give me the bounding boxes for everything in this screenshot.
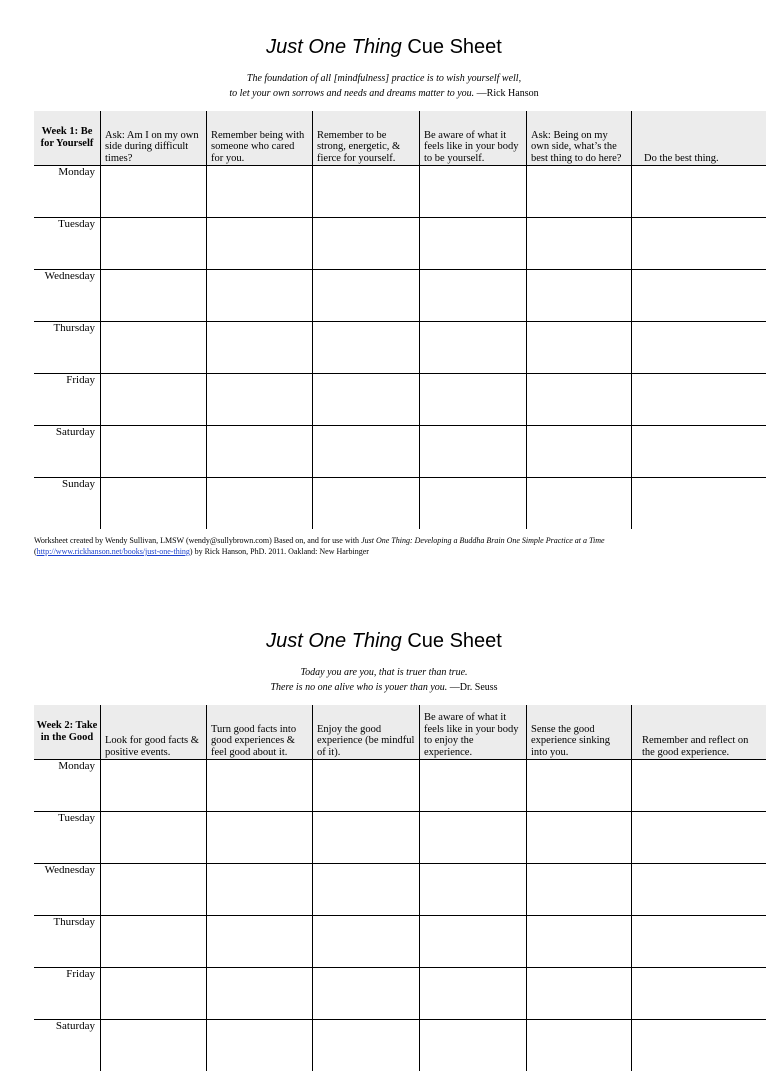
entry-cell[interactable]: [312, 916, 419, 967]
entry-cell[interactable]: [206, 864, 312, 915]
entry-cell[interactable]: [100, 374, 206, 425]
column-header: Ask: Being on my own side, what’s the best thing to do here?: [526, 111, 631, 165]
table-row: [34, 374, 766, 426]
entry-cell[interactable]: [631, 166, 766, 217]
day-label: Wednesday: [44, 270, 95, 282]
entry-cell[interactable]: [312, 426, 419, 477]
entry-cell[interactable]: [526, 166, 631, 217]
table-row: [34, 760, 766, 812]
table-row: [34, 218, 766, 270]
table-row: [34, 864, 766, 916]
table-header-row: [34, 111, 766, 166]
entry-cell[interactable]: [312, 1020, 419, 1071]
entry-cell[interactable]: [206, 1020, 312, 1071]
entry-cell[interactable]: [419, 812, 526, 863]
column-header: Turn good facts into good experiences & feel good about it.: [206, 705, 312, 759]
entry-cell[interactable]: [100, 426, 206, 477]
entry-cell[interactable]: [526, 478, 631, 529]
table-row: [34, 426, 766, 478]
column-header: Be aware of what it feels like in your body to enjoy the experience.: [419, 705, 526, 759]
day-label: Friday: [66, 968, 95, 980]
entry-cell[interactable]: [206, 166, 312, 217]
column-header: Remember and reflect on the good experience.: [631, 705, 766, 759]
entry-cell[interactable]: [419, 426, 526, 477]
entry-cell[interactable]: [419, 1020, 526, 1071]
column-header: Remember to be strong, energetic, & fierce for yourself.: [312, 111, 419, 165]
table-row: [34, 1020, 766, 1071]
entry-cell[interactable]: [312, 166, 419, 217]
entry-cell[interactable]: [419, 322, 526, 373]
column-header: Enjoy the good experience (be mindful of it).: [312, 705, 419, 759]
entry-cell[interactable]: [419, 478, 526, 529]
entry-cell[interactable]: [419, 864, 526, 915]
day-label: Saturday: [55, 1020, 95, 1032]
entry-cell[interactable]: [419, 166, 526, 217]
entry-cell[interactable]: [312, 968, 419, 1019]
entry-cell[interactable]: [419, 760, 526, 811]
table-row: [34, 968, 766, 1020]
table-row: [34, 322, 766, 374]
entry-cell[interactable]: [312, 218, 419, 269]
entry-cell[interactable]: [312, 864, 419, 915]
entry-cell[interactable]: [631, 218, 766, 269]
column-header: Remember being with someone who cared for you.: [206, 111, 312, 165]
cue-table: [34, 111, 766, 529]
entry-cell[interactable]: [631, 812, 766, 863]
day-rows: [34, 166, 766, 529]
day-label: Monday: [58, 166, 95, 178]
entry-cell[interactable]: [526, 1020, 631, 1071]
table-header-row: [34, 705, 766, 760]
entry-cell[interactable]: [526, 916, 631, 967]
day-label: Wednesday: [44, 864, 95, 876]
entry-cell[interactable]: [526, 374, 631, 425]
entry-cell[interactable]: [631, 478, 766, 529]
week-label: Week 1: Be for Yourself: [40, 126, 94, 149]
entry-cell[interactable]: [100, 166, 206, 217]
column-header: Be aware of what it feels like in your body to be yourself.: [419, 111, 526, 165]
entry-cell[interactable]: [526, 426, 631, 477]
entry-cell[interactable]: [100, 1020, 206, 1071]
entry-cell[interactable]: [206, 270, 312, 321]
entry-cell[interactable]: [206, 916, 312, 967]
entry-cell[interactable]: [419, 218, 526, 269]
column-header: Sense the good experience sinking into you.: [526, 705, 631, 759]
entry-cell[interactable]: [206, 968, 312, 1019]
entry-cell[interactable]: [206, 426, 312, 477]
sheet-quote: Today you are you, that is truer than true. There is no one alive who is youer than you. —Dr. Seuss: [270, 667, 498, 693]
entry-cell[interactable]: [419, 916, 526, 967]
table-row: [34, 916, 766, 968]
entry-cell[interactable]: [631, 1020, 766, 1071]
column-header: Ask: Am I on my own side during difficult times?: [100, 111, 206, 165]
day-label: Friday: [66, 374, 95, 386]
entry-cell[interactable]: [419, 270, 526, 321]
entry-cell[interactable]: [206, 760, 312, 811]
entry-cell[interactable]: [100, 270, 206, 321]
entry-cell[interactable]: [206, 218, 312, 269]
entry-cell[interactable]: [631, 426, 766, 477]
day-label: Monday: [58, 760, 95, 772]
entry-cell[interactable]: [100, 812, 206, 863]
worksheet-credit: Worksheet created by Wendy Sullivan, LMSW (wendy@sullybrown.com) Based on, and for use with Just One Thing: Developing a Buddha Brain One Simple Practice at a Time (http://www.rickhanson.net/books/just-one-thing) by Rick Hanson, PhD. 2011. Oakland: New Harbinger: [34, 536, 605, 556]
entry-cell[interactable]: [312, 374, 419, 425]
entry-cell[interactable]: [419, 374, 526, 425]
entry-cell[interactable]: [419, 968, 526, 1019]
entry-cell[interactable]: [312, 812, 419, 863]
day-label: Tuesday: [58, 218, 95, 230]
sheet-quote: The foundation of all [mindfulness] practice is to wish yourself well, to let your own sorrows and needs and dreams matter to you. —Rick Hanson: [229, 73, 539, 99]
day-label: Thursday: [53, 322, 95, 334]
entry-cell[interactable]: [206, 478, 312, 529]
entry-cell[interactable]: [206, 812, 312, 863]
entry-cell[interactable]: [312, 760, 419, 811]
entry-cell[interactable]: [100, 916, 206, 967]
entry-cell[interactable]: [206, 374, 312, 425]
entry-cell[interactable]: [631, 374, 766, 425]
day-label: Saturday: [55, 426, 95, 438]
entry-cell[interactable]: [526, 968, 631, 1019]
sheet-title: Just One Thing Cue Sheet: [266, 630, 502, 652]
table-row: [34, 166, 766, 218]
entry-cell[interactable]: [526, 218, 631, 269]
book-link[interactable]: http://www.rickhanson.net/books/just-one-thing: [36, 547, 190, 556]
entry-cell[interactable]: [526, 864, 631, 915]
day-label: Sunday: [62, 478, 95, 490]
table-row: [34, 478, 766, 529]
entry-cell[interactable]: [526, 322, 631, 373]
table-row: [34, 270, 766, 322]
entry-cell[interactable]: [526, 270, 631, 321]
entry-cell[interactable]: [312, 270, 419, 321]
entry-cell[interactable]: [526, 760, 631, 811]
entry-cell[interactable]: [312, 322, 419, 373]
column-header: Look for good facts & positive events.: [100, 705, 206, 759]
cue-table: [34, 705, 766, 1071]
column-header: Do the best thing.: [631, 111, 766, 165]
entry-cell[interactable]: [206, 322, 312, 373]
day-label: Tuesday: [58, 812, 95, 824]
day-rows: [34, 760, 766, 1071]
table-row: [34, 812, 766, 864]
entry-cell[interactable]: [631, 270, 766, 321]
entry-cell[interactable]: [100, 218, 206, 269]
sheet-title: Just One Thing Cue Sheet: [266, 36, 502, 58]
entry-cell[interactable]: [631, 864, 766, 915]
entry-cell[interactable]: [631, 916, 766, 967]
entry-cell[interactable]: [526, 812, 631, 863]
entry-cell[interactable]: [100, 968, 206, 1019]
entry-cell[interactable]: [100, 760, 206, 811]
day-label: Thursday: [53, 916, 95, 928]
entry-cell[interactable]: [312, 478, 419, 529]
entry-cell[interactable]: [631, 760, 766, 811]
entry-cell[interactable]: [100, 864, 206, 915]
entry-cell[interactable]: [631, 968, 766, 1019]
entry-cell[interactable]: [100, 322, 206, 373]
entry-cell[interactable]: [631, 322, 766, 373]
week-label: Week 2: Take in the Good: [36, 720, 98, 743]
entry-cell[interactable]: [100, 478, 206, 529]
